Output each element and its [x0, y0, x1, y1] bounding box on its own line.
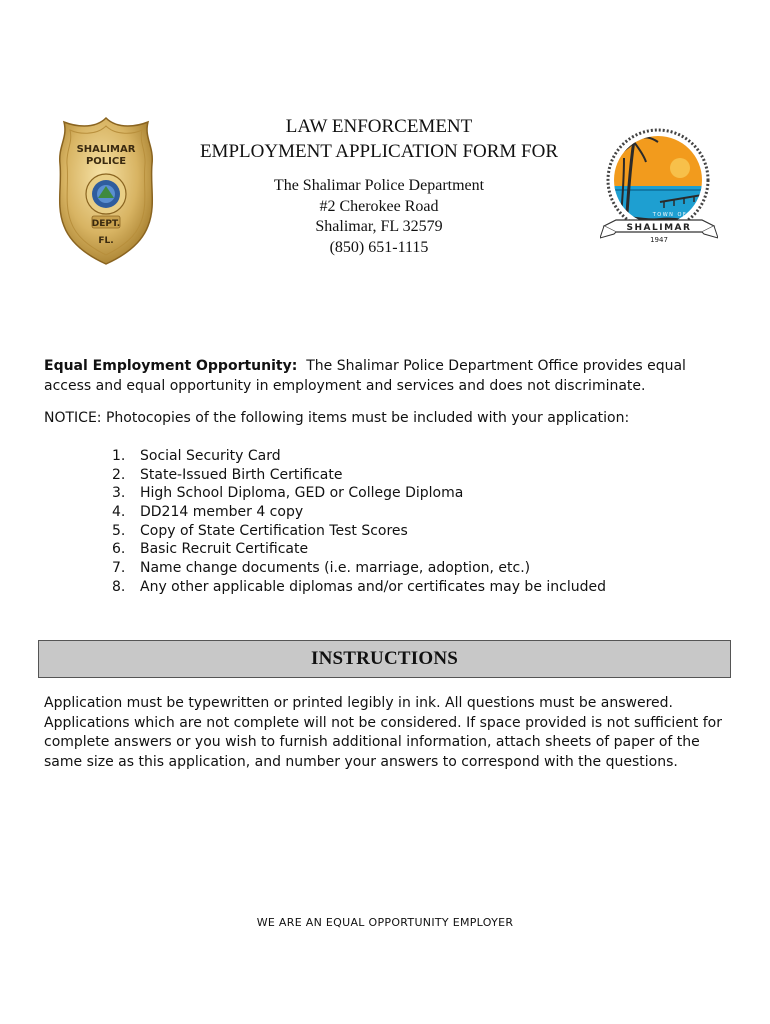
notice-text: NOTICE: Photocopies of the following items must be included with your application: [44, 410, 630, 426]
list-item: 1. Social Security Card [112, 448, 281, 464]
required-documents-list [112, 447, 712, 597]
list-item: 4. DD214 member 4 copy [112, 504, 304, 521]
city-state-zip: Shalimar, FL 32579 [315, 218, 443, 235]
police-badge-logo [56, 116, 156, 266]
list-item: 7. Name change documents (i.e. marriage, adoption, etc.) [112, 560, 531, 577]
department-name: The Shalimar Police Department [273, 177, 485, 194]
instructions-heading-bar [38, 640, 731, 678]
footer-eoe-statement: WE ARE AN EQUAL OPPORTUNITY EMPLOYER [256, 916, 514, 929]
phone-number: (850) 651-1115 [329, 238, 429, 256]
town-logo-arc-text: TOWN OF [652, 212, 688, 218]
list-item: 3. High School Diploma, GED or College Diploma [112, 485, 464, 502]
town-logo-banner-text: SHALIMAR [626, 223, 692, 233]
form-title-line1: LAW ENFORCEMENT [285, 116, 473, 137]
badge-text-top: SHALIMAR [76, 144, 136, 155]
list-item: 2. State-Issued Birth Certificate [112, 466, 343, 483]
department-address [170, 176, 588, 258]
town-of-shalimar-logo [600, 128, 718, 250]
eeo-label: Equal Employment Opportunity: [44, 358, 298, 374]
badge-text-lower: DEPT. [91, 219, 121, 229]
street-address: #2 Cherokee Road [319, 197, 439, 215]
instructions-heading: INSTRUCTIONS [310, 648, 459, 669]
eeo-statement [44, 356, 734, 396]
list-item: 8. Any other applicable diplomas and/or certificates may be included [112, 578, 606, 595]
town-logo-year: 1947 [650, 236, 668, 244]
form-title-line2: EMPLOYMENT APPLICATION FORM FOR [199, 141, 559, 162]
instructions-text: Application must be typewritten or printed legibly in ink. All questions must be answered. Applications which are not complete will not be considered. If space provided is not sufficient for complete answers or you wish to furnish additional information, attach sheets of paper of the same size as this application, and number your answers to correspond with the questions. [44, 695, 722, 770]
badge-text-mid: POLICE [85, 156, 127, 167]
form-header [170, 114, 588, 258]
list-item: 5. Copy of State Certification Test Scores [112, 522, 408, 539]
badge-text-bottom: FL. [98, 236, 114, 246]
list-item: 6. Basic Recruit Certificate [112, 541, 309, 558]
eeo-text: The Shalimar Police Department Office provides equal access and equal opportunity in employment and services and does not discriminate. [44, 358, 686, 394]
